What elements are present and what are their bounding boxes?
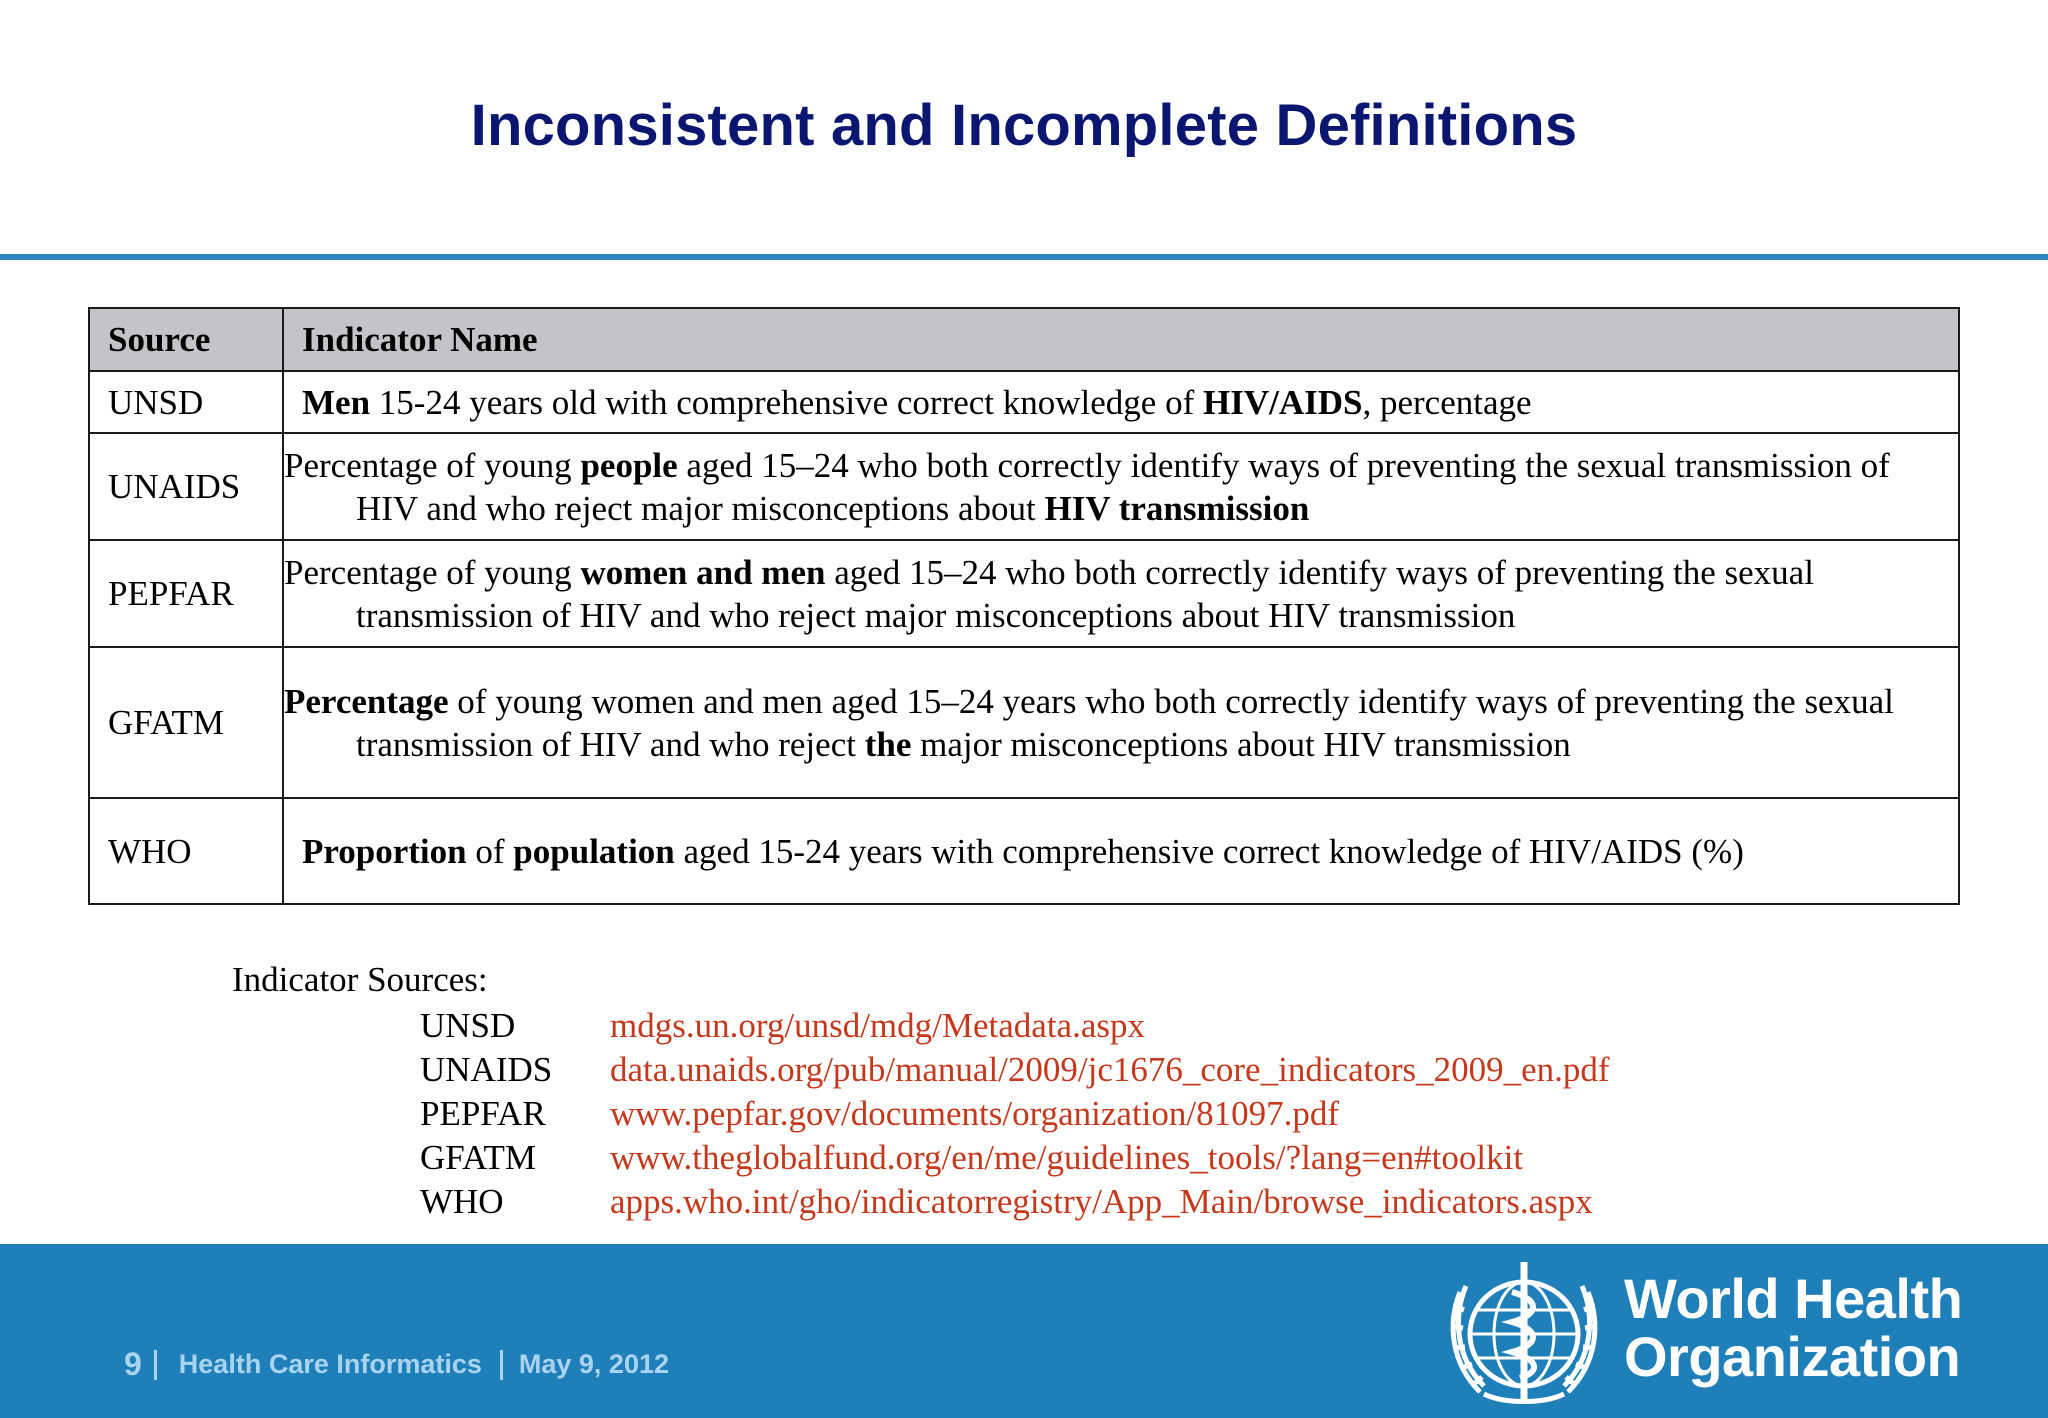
indicator-emphasis: HIV transmission [1044,488,1310,528]
row-indicator [283,540,1959,647]
source-item [420,1136,1610,1180]
indicator-text: 15-24 years old with comprehensive correct knowledge of [370,382,1203,422]
source-name: WHO [420,1182,504,1221]
indicator-text: aged 15–24 who both correctly identify ways of preventing the sexual transmission of HIV and who reject major misconceptions about HIV transmission [356,552,1814,635]
who-wordmark [1624,1267,1963,1388]
row-source: PEPFAR [89,540,283,647]
indicator-emphasis: HIV/AIDS [1202,382,1363,422]
row-source: GFATM [89,647,283,798]
row-indicator [283,647,1959,798]
source-item [420,1180,1610,1224]
source-link[interactable]: apps.who.int/gho/indicatorregistry/App_Main/browse_indicators.aspx [610,1182,1593,1221]
indicator-text: , percentage [1362,382,1532,422]
table-row [89,798,1959,904]
footer-info [124,1346,669,1383]
source-item [420,1048,1610,1092]
indicator-text: major misconceptions about HIV transmission [911,724,1571,764]
source-item [420,1004,1610,1048]
row-indicator [283,371,1959,433]
indicator-emphasis: the [864,724,912,764]
indicator-text: of [466,831,514,871]
row-source: UNSD [89,371,283,433]
indicator-sources [232,958,488,1002]
page-number: 9 [124,1346,142,1382]
indicator-text: Percentage of young [284,552,581,592]
source-name: PEPFAR [420,1094,546,1133]
source-link[interactable]: www.theglobalfund.org/en/me/guidelines_tools/?lang=en#toolkit [610,1138,1524,1177]
row-source: UNAIDS [89,433,283,540]
sources-list [420,1004,1610,1224]
source-link[interactable]: www.pepfar.gov/documents/organization/81097.pdf [610,1094,1340,1133]
header-source: Source [89,308,283,371]
indicator-text: of young women and men aged 15–24 years who both correctly identify ways of preventing the sexual transmission of HIV and who reject [356,681,1894,764]
who-wordmark-line2: Organization [1624,1325,1961,1388]
indicator-emphasis: people [580,445,678,485]
source-link[interactable]: mdgs.un.org/unsd/mdg/Metadata.aspx [610,1006,1145,1045]
table-row [89,371,1959,433]
table-row [89,647,1959,798]
definitions-table [88,307,1960,905]
footer-course: Health Care Informatics [178,1349,482,1379]
footer-date: May 9, 2012 [518,1349,669,1379]
table-row [89,540,1959,647]
header-indicator-name: Indicator Name [283,308,1959,371]
indicator-emphasis: Men [302,382,371,422]
source-link[interactable]: data.unaids.org/pub/manual/2009/jc1676_core_indicators_2009_en.pdf [610,1050,1610,1089]
indicator-text: Percentage of young [284,445,581,485]
source-name: UNAIDS [420,1050,553,1089]
indicator-text: aged 15-24 years with comprehensive correct knowledge of HIV/AIDS (%) [674,831,1744,871]
who-wordmark-line1: World Health [1624,1267,1963,1330]
sources-heading: Indicator Sources: [232,960,488,999]
indicator-emphasis: population [513,831,675,871]
indicator-text: aged 15–24 who both correctly identify ways of preventing the sexual transmission of HIV and who reject major misconceptions about [356,445,1890,528]
who-emblem-icon [1440,1252,1608,1412]
row-indicator [283,798,1959,904]
slide-title: Inconsistent and Incomplete Definitions [470,93,1578,158]
indicator-emphasis: women and men [580,552,826,592]
table-row [89,433,1959,540]
indicator-emphasis: Percentage [284,681,449,721]
footer-divider [154,1350,157,1380]
source-name: UNSD [420,1006,516,1045]
footer-divider [500,1350,503,1380]
source-item [420,1092,1610,1136]
row-source: WHO [89,798,283,904]
title-divider [0,254,2048,260]
source-name: GFATM [420,1138,537,1177]
row-indicator [283,433,1959,540]
table-header-row [89,308,1959,371]
indicator-emphasis: Proportion [302,831,467,871]
